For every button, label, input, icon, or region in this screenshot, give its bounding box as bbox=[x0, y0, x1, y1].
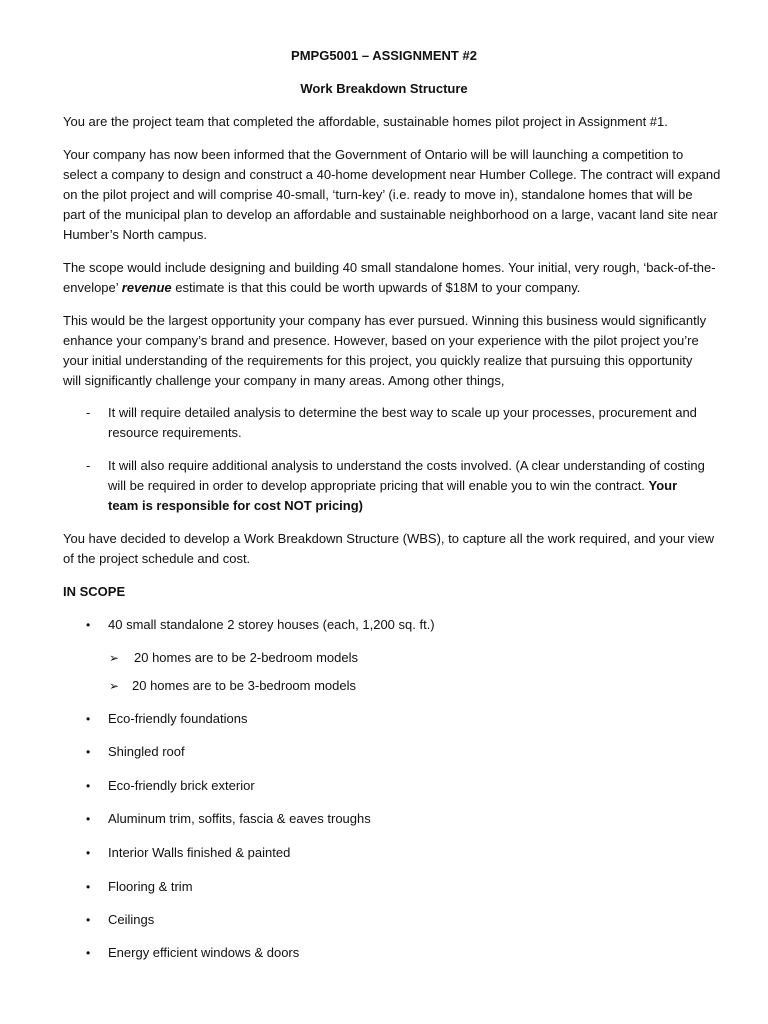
list-item: Aluminum trim, soffits, fascia & eaves troughs bbox=[108, 811, 371, 826]
list-item: Ceilings bbox=[108, 912, 155, 927]
paragraph-line bbox=[63, 278, 580, 298]
bullet-icon: • bbox=[86, 846, 91, 860]
list-item: Energy efficient windows & doors bbox=[108, 945, 300, 960]
bullet-icon: • bbox=[86, 779, 91, 793]
course-assignment-heading: PMPG5001 – ASSIGNMENT #2 bbox=[291, 48, 477, 63]
dash-marker: - bbox=[86, 405, 91, 420]
dash-marker: - bbox=[86, 458, 91, 473]
list-item-line bbox=[108, 476, 677, 496]
list-item: Eco-friendly brick exterior bbox=[108, 778, 255, 793]
document-title: Work Breakdown Structure bbox=[300, 81, 468, 96]
paragraph-line: part of the municipal plan to develop an affordable and sustainable neighborhood on a large, vacant land site near bbox=[63, 207, 718, 222]
bold-run: Your bbox=[648, 478, 678, 493]
paragraph-line: This would be the largest opportunity your company has ever pursued. Winning this business would significantly bbox=[63, 313, 707, 328]
list-item-line: It will require detailed analysis to determine the best way to scale up your processes, procurement and bbox=[108, 405, 697, 420]
paragraph-line: of the project schedule and cost. bbox=[63, 551, 251, 566]
list-item-line: It will also require additional analysis to understand the costs involved. (A clear understanding of costing bbox=[108, 458, 705, 473]
list-item: Flooring & trim bbox=[108, 879, 193, 894]
list-item-line-bold: team is responsible for cost NOT pricing) bbox=[108, 498, 363, 513]
paragraph-line: Humber’s North campus. bbox=[63, 227, 208, 242]
text-run: estimate is that this could be worth upwards of $18M to your company. bbox=[171, 280, 581, 295]
paragraph-line: on the pilot project and will comprise 40-small, ‘turn-key’ (i.e. ready to move in), standalone homes that will be bbox=[63, 187, 693, 202]
bullet-icon: • bbox=[86, 618, 91, 632]
list-item: Shingled roof bbox=[108, 744, 185, 759]
list-item: Eco-friendly foundations bbox=[108, 711, 248, 726]
paragraph-line: your initial understanding of the requirements for this project, you quickly realize that pursuing this opportunity bbox=[63, 353, 693, 368]
bullet-icon: • bbox=[86, 812, 91, 826]
sub-list-item: 20 homes are to be 3-bedroom models bbox=[132, 678, 357, 693]
bullet-icon: • bbox=[86, 880, 91, 894]
sub-list-item: 20 homes are to be 2-bedroom models bbox=[134, 650, 359, 665]
list-item: Interior Walls finished & painted bbox=[108, 845, 291, 860]
paragraph-line: You have decided to develop a Work Breakdown Structure (WBS), to capture all the work required, and your view bbox=[63, 531, 715, 546]
bullet-icon: • bbox=[86, 913, 91, 927]
paragraph-line: The scope would include designing and building 40 small standalone homes. Your initial, very rough, ‘back-of-the- bbox=[63, 260, 716, 275]
text-run: envelope’ bbox=[63, 280, 122, 295]
text-run: will be required in order to develop appropriate pricing that will enable you to win the contract. bbox=[108, 478, 649, 493]
list-item-line: resource requirements. bbox=[108, 425, 242, 440]
paragraph-line: Your company has now been informed that the Government of Ontario will be will launching a competition to bbox=[63, 147, 684, 162]
bullet-icon: • bbox=[86, 946, 91, 960]
arrow-bullet-icon: ➢ bbox=[109, 679, 120, 693]
paragraph-line: will significantly challenge your company in many areas. Among other things, bbox=[63, 373, 505, 388]
paragraph-line: select a company to design and construct a 40-home development near Humber College. The contract will expand bbox=[63, 167, 721, 182]
list-item: 40 small standalone 2 storey houses (each, 1,200 sq. ft.) bbox=[108, 617, 435, 632]
paragraph-line: enhance your company’s brand and presence. However, based on your experience with the pilot project you’re bbox=[63, 333, 699, 348]
in-scope-heading: IN SCOPE bbox=[63, 584, 126, 599]
intro-sentence: You are the project team that completed the affordable, sustainable homes pilot project in Assignment #1. bbox=[63, 114, 668, 129]
arrow-bullet-icon: ➢ bbox=[109, 651, 120, 665]
bullet-icon: • bbox=[86, 712, 91, 726]
bullet-icon: • bbox=[86, 745, 91, 759]
revenue-emphasis: revenue bbox=[121, 280, 172, 295]
